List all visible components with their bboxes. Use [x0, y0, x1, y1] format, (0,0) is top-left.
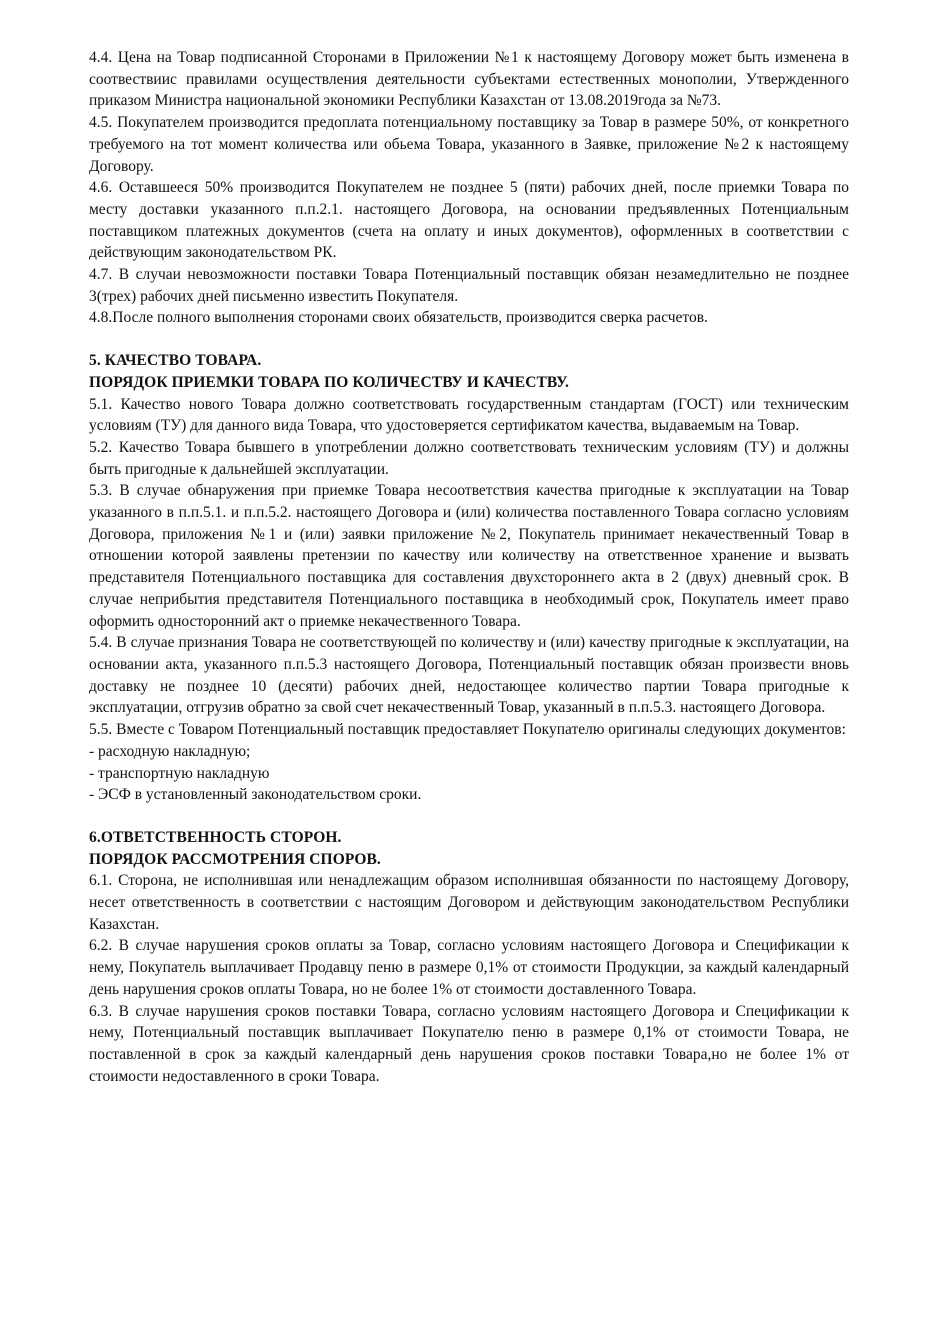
clause-5-4: 5.4. В случае признания Товара не соответствующей по количеству и (или) качеству пригодные к эксплуатации, на основании акта, указанного п.п.5.3 настоящего Договора, Потенциальный поставщик обязан произвести вновь доставку не позднее 10 (десяти) рабочих дней, недостающее количество партии Товара пригодные к эксплуатации, отгрузив обратно за свой счет некачественный Товар, указанный в п.п.5.3. настоящего Договора.	[89, 634, 849, 717]
clause-6-3: 6.3. В случае нарушения сроков поставки Товара, согласно условиям настоящего Договора и Спецификации к нему, Потенциальный поставщик выплачивает Покупателю пеню в размере 0,1% от стоимости Товара, не поставленной в срок за каждый календарный день нарушения сроков поставки Товара,но не более 1% от стоимости недоставленного в сроки Товара.	[89, 1002, 849, 1085]
section-6-subheading: ПОРЯДОК РАССМОТРЕНИЯ СПОРОВ.	[89, 850, 381, 868]
clause-6-2: 6.2. В случае нарушения сроков оплаты за Товар, согласно условиям настоящего Договора и Спецификации к нему, Покупатель выплачивает Продавцу пеню в размере 0,1% от стоимости Продукции, за каждый календарный день нарушения сроков оплаты Товара, но не более 1% от стоимости доставленного Товара.	[89, 937, 849, 998]
spacer	[89, 329, 849, 350]
clause-5-2: 5.2. Качество Товара бывшего в употреблении должно соответствовать техническим условиям (ТУ) и должны быть пригодные к дальнейшей эксплуатации.	[89, 438, 849, 478]
clause-4-8: 4.8.После полного выполнения сторонами своих обязательств, производится сверка расчетов.	[89, 309, 708, 327]
clause-5-5: 5.5. Вместе с Товаром Потенциальный поставщик предоставляет Покупателю оригиналы следующих документов:	[89, 721, 846, 739]
section-6-heading: 6.ОТВЕТСТВЕННОСТЬ СТОРОН.	[89, 828, 342, 846]
list-item: - транспортную накладную	[89, 764, 270, 782]
clause-5-1: 5.1. Качество нового Товара должно соответствовать государственным стандартам (ГОСТ) или техническим условиям (ТУ) для данного вида Товара, что удостоверяется сертификатом качества, выдаваемым на Товар.	[89, 395, 849, 435]
section-5-heading: 5. КАЧЕСТВО ТОВАРА.	[89, 352, 262, 370]
list-item: - расходную накладную;	[89, 742, 251, 760]
clause-5-3: 5.3. В случае обнаружения при приемке Товара несоответствия качества пригодные к эксплуатации на Товар указанного в п.п.5.1. и п.п.5.2. настоящего Договора и (или) количества поставленного Товара согласно условиям Договора, приложения №1 и (или) заявки приложение №2, Покупатель принимает некачественный Товар в отношении которой заявлены претензии по качеству или количеству на ответственное хранение и вызвать представителя Потенциального поставщика для составления двухстороннего акта в 2 (двух) дневный срок. В случае неприбытия представителя Потенциального поставщика в необходимый срок, Покупатель имеет право оформить односторонний акт о приемке некачественного Товара.	[89, 482, 849, 630]
section-5-subheading: ПОРЯДОК ПРИЕМКИ ТОВАРА ПО КОЛИЧЕСТВУ И КАЧЕСТВУ.	[89, 373, 570, 391]
clause-4-4: 4.4. Цена на Товар подписанной Сторонами в Приложении №1 к настоящему Договору может быть изменена в соотвествиис правилами осуществления деятельности субъектами естественных монополии, Утвержденного приказом Министра национальной экономики Республики Казахстан от 13.08.2019года за №73.	[89, 49, 849, 110]
document-page	[89, 47, 849, 1087]
clause-4-5: 4.5. Покупателем производится предоплата потенциальному поставщику за Товар в размере 50%, от конкретного требуемого на тот момент количества или обьема Товара, указанного в Заявке, приложение №2 к настоящему Договору.	[89, 114, 849, 175]
clause-4-6: 4.6. Оставшееся 50% производится Покупателем не позднее 5 (пяти) рабочих дней, после приемки Товара по месту доставки указанного п.п.2.1. настоящего Договора, на основании предъявленных Потенциальным поставщиком платежных документов (счета на оплату и иных документов), оформленных в соответствии с действующим законодательством РК.	[89, 179, 849, 262]
clause-6-1: 6.1. Сторона, не исполнившая или ненадлежащим образом исполнившая обязанности по настоящему Договору, несет ответственность в соответствии с настоящим Договором и действующим законодательством Республики Казахстан.	[89, 872, 849, 933]
clause-4-7: 4.7. В случаи невозможности поставки Товара Потенциальный поставщик обязан незамедлительно не позднее 3(трех) рабочих дней письменно известить Покупателя.	[89, 266, 849, 305]
spacer	[89, 806, 849, 827]
list-item: - ЭСФ в установленный законодательством сроки.	[89, 786, 422, 804]
